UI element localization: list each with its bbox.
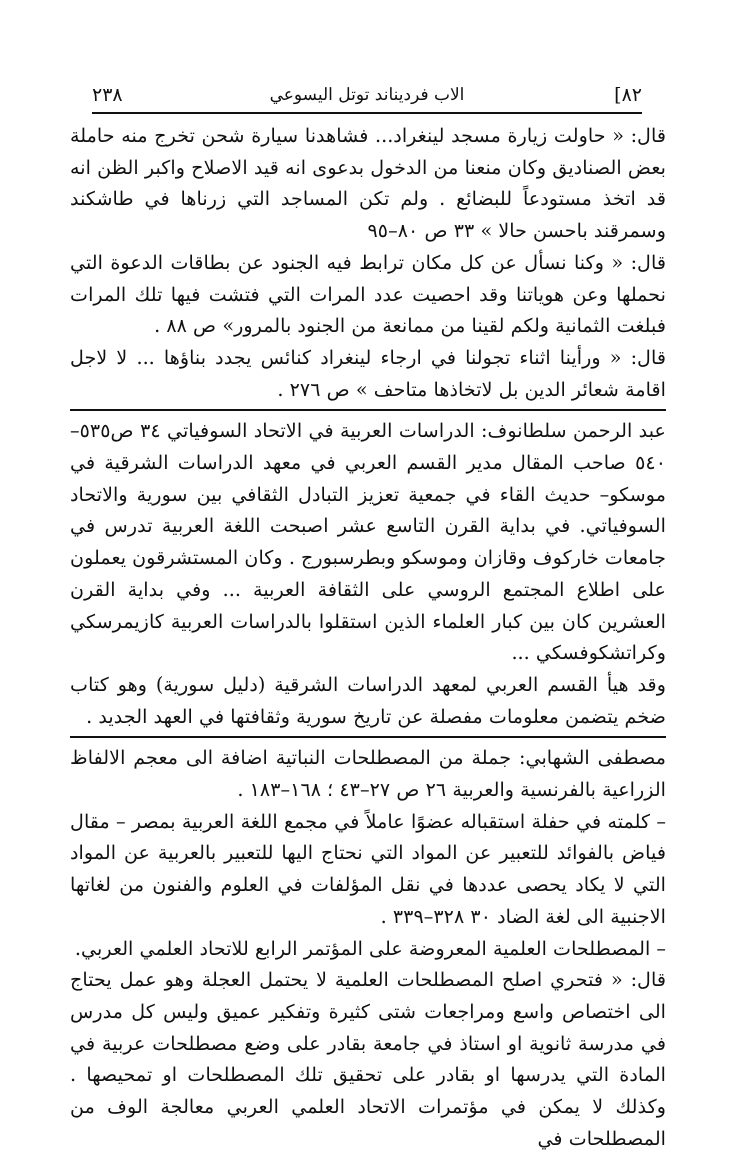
body-text <box>70 120 666 1155</box>
section-divider <box>70 409 666 411</box>
page-number: ٢٣٨ <box>92 84 123 106</box>
running-title: الاب فرديناند توتل اليسوعي <box>269 85 465 105</box>
paragraph-shihabi: مصطفى الشهابي: جملة من المصطلحات النباتية اضافة الى معجم الالفاظ الزراعية بالفرنسية والعربية ٢٦ ص ٢٧–٤٣ ؛ ١٦٨–١٨٣ . <box>70 746 666 802</box>
bracket-number: [٨٢ <box>614 84 642 106</box>
section-divider <box>70 736 666 738</box>
paragraph-quote-4: قال: « فتحري اصلح المصطلحات العلمية لا يحتمل العجلة وهو عمل يحتاج الى اختصاص واسع ومراجعات شتى كثيرة وتفكير عميق وليس كل مدرس في مدرسة ثانوية او استاذ في جامعة بقادر على وضع مصطلحات عربية في المادة التي يدرسها او بقادر على تحقيق تلك المصطلحات او تمحيصها . وكذلك لا يمكن في مؤتمرات الاتحاد العلمي العربي معالجة الوف من المصطلحات في <box>70 968 666 1150</box>
paragraph-speech: – كلمته في حفلة استقباله عضوًا عاملاً في مجمع اللغة العربية بمصر – مقال فياض بالفوائد للتعبير عن المواد التي نحتاج اليها للتعبير بالعربية عن المواد التي لا يكاد يحصى عددها في نقل المؤلفات في العلوم والفنون من لغاتها الاجنبية الى لغة الضاد ٣٠ ٣٢٨–٣٣٩ . <box>70 809 666 928</box>
paragraph-quote-3: قال: « ورأينا اثناء تجولنا في ارجاء لينغراد كنائس يجدد بناؤها ... لا لاجل اقامة شعائر الدين بل لاتخاذها متاحف » ص ٢٧٦ . <box>70 345 666 401</box>
paragraph-sultanov: عبد الرحمن سلطانوف: الدراسات العربية في الاتحاد السوفياتي ٣٤ ص٥٣٥– ٥٤٠ صاحب المقال مدير القسم العربي في معهد الدراسات الشرقية في موسكو– حديث القاء في جمعية تعزيز التبادل الثقافي بين سورية والاتحاد السوفياتي. في بداية القرن التاسع عشر اصبحت اللغة العربية تدرس في جامعات خاركوف وقازان وموسكو وبطرسبورج . وكان المستشرقون يعملون على اطلاع المجتمع الروسي على الثقافة العربية ... وفي بداية القرن العشرين كان بين كبار العلماء الذين استقلوا بالدراسات العربية كازيمرسكي وكراتشكوفسكي ... <box>70 419 666 665</box>
paragraph-terms: – المصطلحات العلمية المعروضة على المؤتمر الرابع للاتحاد العلمي العربي. <box>74 936 666 960</box>
paragraph-quote-1: قال: « حاولت زيارة مسجد لينغراد... فشاهدنا سيارة شحن تخرج منه حاملة بعض الصناديق وكان منعنا من الدخول بدعوى انه قيد الاصلاح واكبر الظن انه قد اتخذ مستودعاً للبضائع . ولم تكن المساجد التي زرناها في طاشكند وسمرقند باحسن حالا » ٣٣ ص ٨٠–٩٥ <box>70 124 666 243</box>
paragraph-quote-2: قال: « وكنا نسأل عن كل مكان ترابط فيه الجنود عن بطاقات الدعوة التي نحملها وعن هوياتنا وقد احصيت عدد المرات التي فتشت فيها تلك المرات فبلغت الثمانية ولكم لقينا من ممانعة من الجنود بالمرور» ص ٨٨ . <box>70 250 666 338</box>
paragraph-syria-guide: وقد هيأ القسم العربي لمعهد الدراسات الشرقية (دليل سورية) وهو كتاب ضخم يتضمن معلومات مفصلة عن تاريخ سورية وثقافتها في العهد الجديد . <box>70 672 666 728</box>
running-head <box>92 78 642 114</box>
